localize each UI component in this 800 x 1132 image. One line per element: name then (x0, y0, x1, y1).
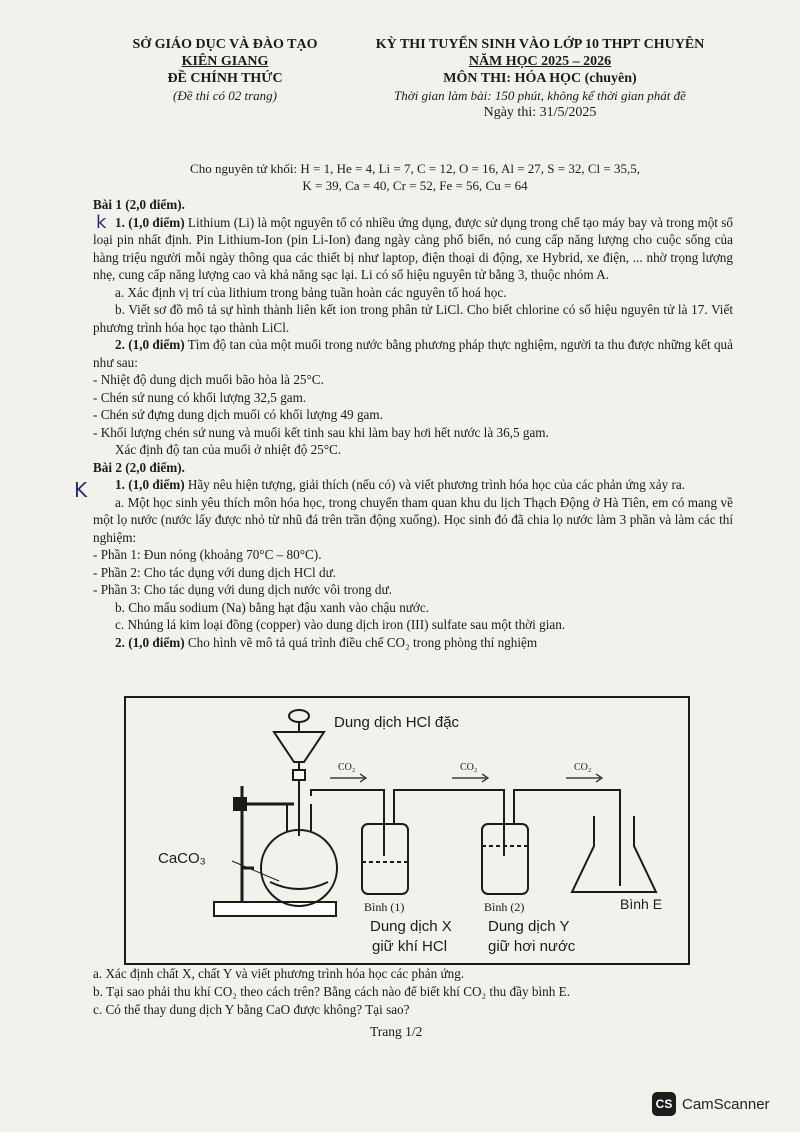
caco3-label: CaCO₃ (158, 850, 206, 867)
dept-name: SỞ GIÁO DỤC VÀ ĐÀO TẠO (132, 37, 318, 52)
camscanner-logo-icon: CS (652, 1092, 676, 1116)
q-head: 1. (1,0 điểm) (115, 477, 185, 492)
flask-2-label: Bình (2) (484, 900, 525, 914)
atomic-line-1: Cho nguyên tử khối: H = 1, He = 4, Li = 7, C = 12, O = 16, Al = 27, S = 32, Cl = 35,5, (190, 161, 640, 176)
q-head: 1. (1,0 điểm) (115, 214, 185, 230)
list-item: - Nhiệt độ dung dịch muối bão hòa là 25°C. (93, 372, 324, 387)
co2-arrow-label: CO₂ (338, 762, 356, 773)
camscanner-watermark (652, 1092, 770, 1116)
time-note: Thời gian làm bài: 150 phút, không kể thời gian phát đề (394, 88, 686, 103)
school-year: NĂM HỌC 2025 – 2026 (468, 54, 612, 69)
bai2-q2-subquestions (93, 965, 733, 1019)
flask-e-label: Bình E (620, 896, 663, 912)
q-head: 2. (1,0 điểm) (115, 337, 185, 352)
flask-1-label: Bình (1) (364, 900, 405, 914)
page-number: Trang 1/2 (370, 1024, 423, 1039)
q-text: Lithium (Li) là một nguyên tố có nhiều ứng dụng, được sử dụng trong chế tạo máy bay và trong một số loại pin nhất định. Pin Lithium-Ion (pin Li-Ion) đang ngày càng phổ biến, nó cung cấp năng lượng cho cuộc sống của hàng triệu người mỗi ngày thông qua các thiết bị như laptop, điện thoại di động, xe Hybrid, xe điện, ... nhờ trọng lượng nhẹ, cung cấp năng lượng cao và khả năng sạc lại. Li có số hiệu nguyên tử bằng 3, thuộc nhóm A. (93, 214, 733, 282)
bai2-q2c: c. Có thể thay dung dịch Y bằng CaO được không? Tại sao? (93, 1002, 410, 1017)
province-name: KIÊN GIANG (181, 54, 269, 69)
tube-3 (514, 790, 620, 886)
list-item: - Phần 3: Cho tác dụng với dung dịch nước vôi trong dư. (93, 582, 392, 597)
bai2-q1b: b. Cho mẩu sodium (Na) bằng hạt đậu xanh vào chậu nước. (115, 599, 430, 615)
acid-label: Dung dịch HCl đặc (334, 714, 460, 731)
erlenmeyer-flask (572, 816, 656, 892)
bai1-q1a: a. Xác định vị trí của lithium trong bảng tuần hoàn các nguyên tố hoá học. (115, 284, 507, 300)
header-right (330, 36, 750, 121)
list-item: - Phần 2: Cho tác dụng với dung dịch HCl dư. (93, 564, 337, 580)
bai1-q1 (93, 214, 733, 284)
handwritten-mark: K (74, 478, 88, 502)
bai2-q2a: a. Xác định chất X, chất Y và viết phương trình hóa học các phản ứng. (93, 966, 465, 981)
atomic-masses (100, 160, 730, 194)
bai1-q2 (93, 336, 733, 371)
bai2-q2 (93, 634, 733, 652)
bai1-q2-ask: Xác định độ tan của muối ở nhiệt độ 25°C. (115, 442, 342, 457)
co2-apparatus-diagram (124, 696, 690, 966)
atomic-line-2: K = 39, Ca = 40, Cr = 52, Fe = 56, Cu = 64 (302, 178, 528, 193)
header-left (100, 36, 350, 104)
co2-arrow-label: CO₂ (460, 762, 478, 773)
subject: MÔN THI: HÓA HỌC (chuyên) (443, 71, 637, 86)
stand-base (214, 902, 336, 916)
bai2-q1 (93, 476, 733, 494)
camscanner-label: CamScanner (682, 1095, 770, 1113)
q-head: 2. (1,0 điểm) (115, 634, 185, 650)
list-item: - Phần 1: Đun nóng (khoảng 70°C – 80°C). (93, 547, 322, 562)
handwritten-mark: k (96, 212, 107, 233)
list-item: - Chén sứ đựng dung dịch muối có khối lượng 49 gam. (93, 407, 383, 422)
funnel-stopcock (293, 770, 305, 780)
pages-note: (Đề thi có 02 trang) (173, 88, 277, 103)
solution-y-note: giữ hơi nước (488, 938, 576, 955)
tube-2 (394, 790, 504, 856)
solution-x-label: Dung dịch X (370, 918, 452, 935)
bai2-q1a: a. Một học sinh yêu thích môn hóa học, trong chuyến tham quan khu du lịch Thạch Động ở Hà Tiên, em có mang về một lọ nước (nước lấy được nhỏ từ nhũ đá trên trần động xuống). Học sinh đó đã chia lọ nước làm 3 phần và làm các thí nghiệm: (93, 494, 733, 545)
q-text: Tìm độ tan của một muối trong nước bằng phương pháp thực nghiệm, người ta thu được những kết quả như sau: (93, 337, 734, 370)
q-text: Hãy nêu hiện tượng, giải thích (nếu có) và viết phương trình hóa học của các phản ứng xảy ra. (184, 477, 686, 492)
exam-date: Ngày thi: 31/5/2025 (483, 105, 597, 120)
official-label: ĐỀ CHÍNH THỨC (167, 71, 283, 86)
round-flask (261, 830, 337, 906)
bai2-q2b: b. Tại sao phải thu khí CO₂ theo cách trên? Bằng cách nào để biết khí CO₂ thu đầy bình E. (93, 984, 570, 999)
exam-title: KỲ THI TUYỂN SINH VÀO LỚP 10 THPT CHUYÊN (375, 37, 705, 52)
flask-liquid (270, 882, 328, 889)
co2-arrow-label: CO₂ (574, 762, 592, 773)
funnel-body (274, 732, 324, 762)
list-item: - Chén sứ nung có khối lượng 32,5 gam. (93, 389, 307, 405)
bai1-q1b: b. Viết sơ đồ mô tả sự hình thành liên kết ion trong phân tử LiCl. Cho biết chlorine có số hiệu nguyên tử là 17. Viết phương trình hóa học tạo thành LiCl. (93, 302, 733, 335)
bai2-q1c: c. Nhúng lá kim loại đồng (copper) vào dung dịch iron (III) sulfate sau một thời gian. (115, 617, 566, 632)
funnel-stopper (289, 710, 309, 722)
exam-body (93, 196, 733, 651)
clamp-knob (234, 798, 246, 810)
bai2-title: Bài 2 (2,0 điểm). (93, 459, 185, 475)
caco3-pointer (232, 861, 279, 881)
q-text: Cho hình vẽ mô tả quá trình điều chế CO₂ trong phòng thí nghiệm (184, 634, 538, 650)
solution-y-label: Dung dịch Y (488, 918, 570, 935)
list-item: - Khối lượng chén sứ nung và muối kết tinh sau khi làm bay hơi hết nước là 36,5 gam. (93, 424, 549, 440)
bai1-title: Bài 1 (2,0 điểm). (93, 197, 185, 212)
solution-x-note: giữ khí HCl (372, 938, 448, 955)
